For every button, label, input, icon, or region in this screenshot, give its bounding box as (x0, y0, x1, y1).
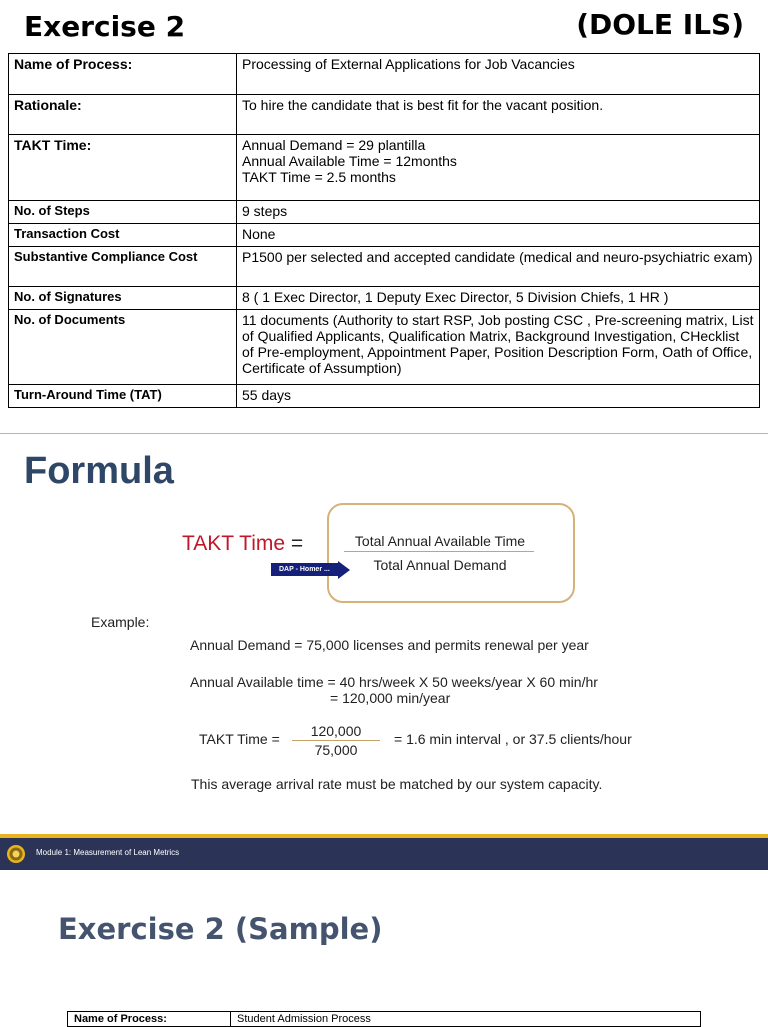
row-label: No. of Documents (9, 310, 237, 385)
available-time-line: Annual Available time = 40 hrs/week X 50 weeks/year X 60 min/hr (190, 674, 598, 690)
row-label: Name of Process: (68, 1012, 231, 1027)
row-label: No. of Steps (9, 201, 237, 224)
table-row (9, 135, 760, 201)
calc-result: = 1.6 min interval , or 37.5 clients/hour (394, 731, 632, 747)
row-value (237, 287, 760, 310)
row-value-line: Annual Available Time = 12months (242, 153, 457, 169)
module-label: Module 1: Measurement of Lean Metrics (36, 848, 180, 857)
row-value-line: TAKT Time = 2.5 months (242, 169, 396, 185)
table-row (9, 224, 760, 247)
arrow-right-icon (338, 561, 350, 579)
row-value-line: P1500 per selected and accepted candidate (medical and neuro-psychiatric exam) (242, 249, 753, 265)
row-label: Name of Process: (9, 54, 237, 95)
table-row (9, 201, 760, 224)
row-value-line: To hire the candidate that is best fit for the vacant position. (242, 97, 604, 113)
formula-box (327, 503, 575, 603)
formula-title: Formula (24, 450, 174, 492)
process-table (8, 53, 760, 408)
row-value-line: Processing of External Applications for Job Vacancies (242, 56, 575, 72)
row-value-line: None (242, 226, 276, 242)
row-label: No. of Signatures (9, 287, 237, 310)
row-value-line: 11 documents (Authority to start RSP, Job posting CSC , Pre-screening matrix, List of Qualified Applicants, Qualification Matrix, Background Investigation, CHecklist of Pre-employment, Appointment Paper, Position Description Form, Oath of Office, Certificate of Assumption) (242, 312, 754, 376)
table-row (9, 54, 760, 95)
page-divider (0, 433, 768, 434)
row-value (237, 54, 760, 95)
row-value (237, 95, 760, 135)
arrow-callout-label: DAP - Homer ... (271, 563, 338, 576)
takt-time-text: TAKT Time (182, 532, 286, 555)
row-label: TAKT Time: (9, 135, 237, 201)
sample-title: Exercise 2 (Sample) (58, 912, 383, 946)
takt-calc-label: TAKT Time = (199, 731, 280, 747)
calc-numerator: 120,000 (310, 723, 362, 739)
fraction-line (344, 551, 534, 552)
row-label: Turn-Around Time (TAT) (9, 385, 237, 408)
row-value (237, 135, 760, 201)
row-label: Transaction Cost (9, 224, 237, 247)
exercise-title: Exercise 2 (24, 10, 186, 43)
table-row (9, 310, 760, 385)
row-value: Student Admission Process (231, 1012, 701, 1027)
formula-numerator: Total Annual Available Time (354, 533, 526, 549)
example-label: Example: (91, 614, 150, 630)
row-value-line: 9 steps (242, 203, 288, 219)
row-value-line: Annual Demand = 29 plantilla (242, 137, 426, 153)
formula-denominator: Total Annual Demand (373, 557, 507, 573)
agency-tag: (DOLE ILS) (576, 8, 744, 41)
available-time-result: = 120,000 min/year (330, 690, 451, 706)
row-value-line: 8 ( 1 Exec Director, 1 Deputy Exec Director, 5 Division Chiefs, 1 HR ) (242, 289, 669, 305)
table-row (68, 1012, 701, 1027)
table-row (9, 247, 760, 287)
row-label: Rationale: (9, 95, 237, 135)
module-footer-bar (0, 834, 768, 870)
calc-fraction-line (292, 740, 380, 741)
row-value (237, 224, 760, 247)
table-row (9, 385, 760, 408)
seal-logo-icon (6, 844, 26, 864)
demand-line: Annual Demand = 75,000 licenses and permits renewal per year (190, 637, 589, 653)
table-row (9, 287, 760, 310)
row-value (237, 310, 760, 385)
arrow-callout[interactable] (271, 561, 350, 578)
sample-table (67, 1011, 701, 1027)
table-row (9, 95, 760, 135)
row-value-line: 55 days (242, 387, 292, 403)
row-value (237, 385, 760, 408)
row-label: Substantive Compliance Cost (9, 247, 237, 287)
takt-time-label (182, 532, 303, 556)
equals-sign: = (290, 532, 304, 555)
capacity-note: This average arrival rate must be matched by our system capacity. (191, 776, 603, 792)
row-value (237, 247, 760, 287)
row-value (237, 201, 760, 224)
calc-denominator: 75,000 (314, 742, 358, 758)
